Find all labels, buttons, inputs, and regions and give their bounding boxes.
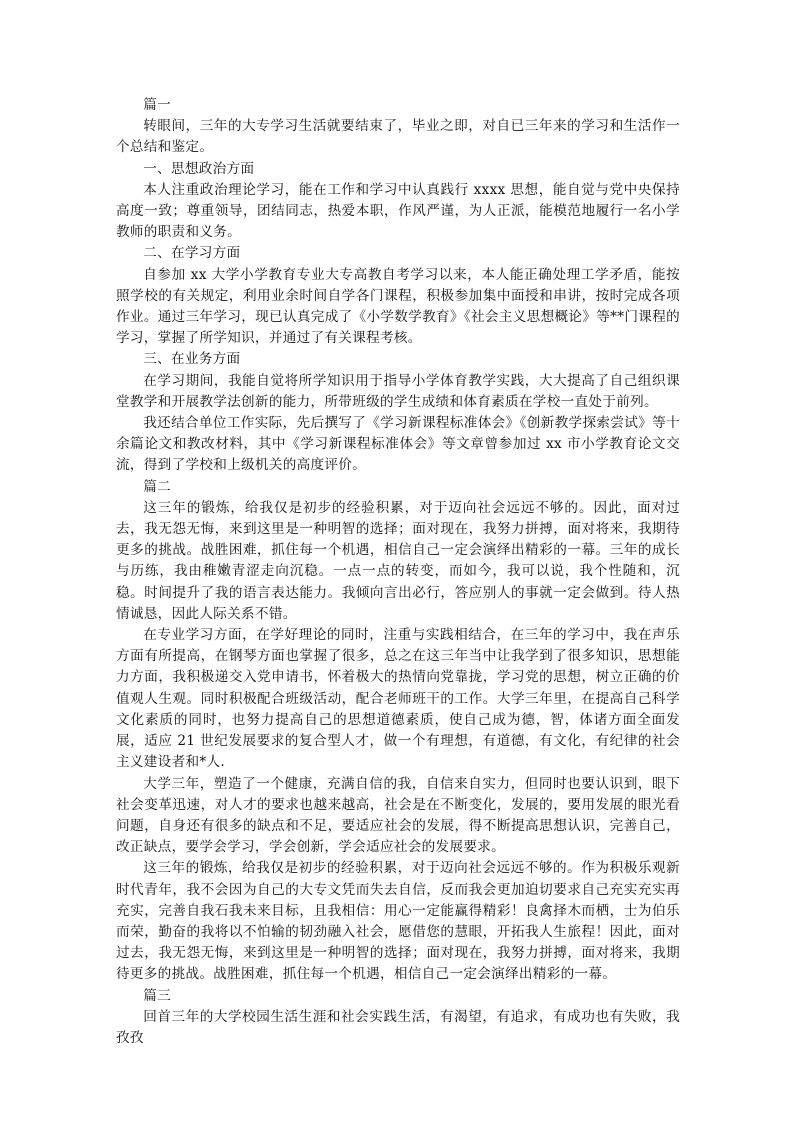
section-heading-3: 篇三 xyxy=(143,987,171,1004)
subheading-politics: 一、思想政治方面 xyxy=(143,160,255,177)
paragraph-business: 在学习期间，我能自觉将所学知识用于指导小学体育教学实践，大大提高了自己组织课堂教学和开展教学法创新的能力，所带班级的学生成绩和体育素质在学校一直处于前列。 xyxy=(116,372,680,410)
subheading-study: 二、在学习方面 xyxy=(143,245,241,262)
document-page xyxy=(116,95,680,1049)
paragraph-papers: 我还结合单位工作实际，先后撰写了《学习新课程标准体会》《创新教学探索尝试》等十余篇论文和教改材料，其中《学习新课程标准体会》等文章曾参加过 xx 市小学教育论文交流，得到了学校和上级机关的高度评价。 xyxy=(116,415,680,474)
paragraph-major: 在专业学习方面，在学好理论的同时，注重与实践相结合，在三年的学习中，我在声乐方面有所提高，在钢琴方面也掌握了很多，总之在这三年当中让我学到了很多知识，思想能力方面，我积极递交入党申请书，怀着极大的热情向党靠拢，学习党的思想，树立正确的价值观人生观。同时积极配合班级活动，配合老师班干的工作。大学三年里，在提高自己科学文化素质的同时，也努力提高自己的思想道德素质，使自己成为德，智，体诸方面全面发展，适应 21 世纪发展要求的复合型人才，做一个有理想，有道德，有文化，有纪律的社会主义建设者和*人. xyxy=(116,627,680,771)
paragraph-training: 这三年的锻炼，给我仅是初步的经验积累，对于迈向社会远远不够的。因此，面对过去，我无怨无悔，来到这里是一种明智的选择；面对现在，我努力拼搏，面对将来，我期待更多的挑战。战胜困难，抓住每一个机遇，相信自己一定会演绎出精彩的一幕。三年的成长与历练，我由稚嫩青涩走向沉稳。一点一点的转变，而如今，我可以说，我个性随和，沉稳。时间提升了我的语言表达能力。我倾向言出必行，答应别人的事就一定会做到。待人热情诚恳，因此人际关系不错。 xyxy=(116,499,680,622)
paragraph-politics: 本人注重政治理论学习，能在工作和学习中认真践行 xxxx 思想，能自觉与党中央保持高度一致；尊重领导，团结同志，热爱本职，作风严谨，为人正派，能模范地履行一名小学教师的职责和义务。 xyxy=(116,181,680,241)
subheading-business: 三、在业务方面 xyxy=(143,351,241,368)
paragraph-study: 自参加 xx 大学小学教育专业大专高教自考学习以来，本人能正确处理工学矛盾，能按照学校的有关规定，利用业余时间自学各门课程，积极参加集中面授和串讲，按时完成各项作业。通过三年学习，现已认真完成了《小学数学教育》《社会主义思想概论》等**门课程的学习，掌握了所学知识，并通过了有关课程考核。 xyxy=(116,266,680,347)
paragraph-confidence: 这三年的锻炼，给我仅是初步的经验积累，对于迈向社会远远不够的。作为积极乐观新时代青年，我不会因为自己的大专文凭而失去自信，反而我会更加迫切要求自己充实充实再充实，完善自我石我未来目标，且我相信：用心一定能赢得精彩！良禽择木而栖，士为伯乐而荣，勤奋的我将以不怕输的韧劲融入社会，愿借您的慧眼，开拓我人生旅程！因此，面对过去，我无怨无悔，来到这里是一种明智的选择；面对现在，我努力拼搏，面对将来，我期待更多的挑战。战胜困难，抓住每一个机遇，相信自己一定会演绎出精彩的一幕。 xyxy=(116,860,680,983)
paragraph-intro: 转眼间，三年的大专学习生活就要结束了，毕业之即，对自已三年来的学习和生活作一个总结和鉴定。 xyxy=(116,118,680,156)
paragraph-review: 回首三年的大学校园生活生涯和社会实践生活，有渴望，有追求，有成功也有失败，我孜孜 xyxy=(116,1008,680,1046)
section-heading-2: 篇二 xyxy=(143,478,171,495)
section-heading-1: 篇一 xyxy=(143,97,171,113)
paragraph-three-years: 大学三年，塑造了一个健康，充满自信的我，自信来自实力，但同时也要认识到，眼下社会变革迅速，对人才的要求也越来越高，社会是在不断变化，发展的，要用发展的眼光看问题，自身还有很多的缺点和不足，要适应社会的发展，得不断提高思想认识，完善自己，改正缺点，要学会学习，学会创新，学会适应社会的发展要求。 xyxy=(116,775,680,856)
